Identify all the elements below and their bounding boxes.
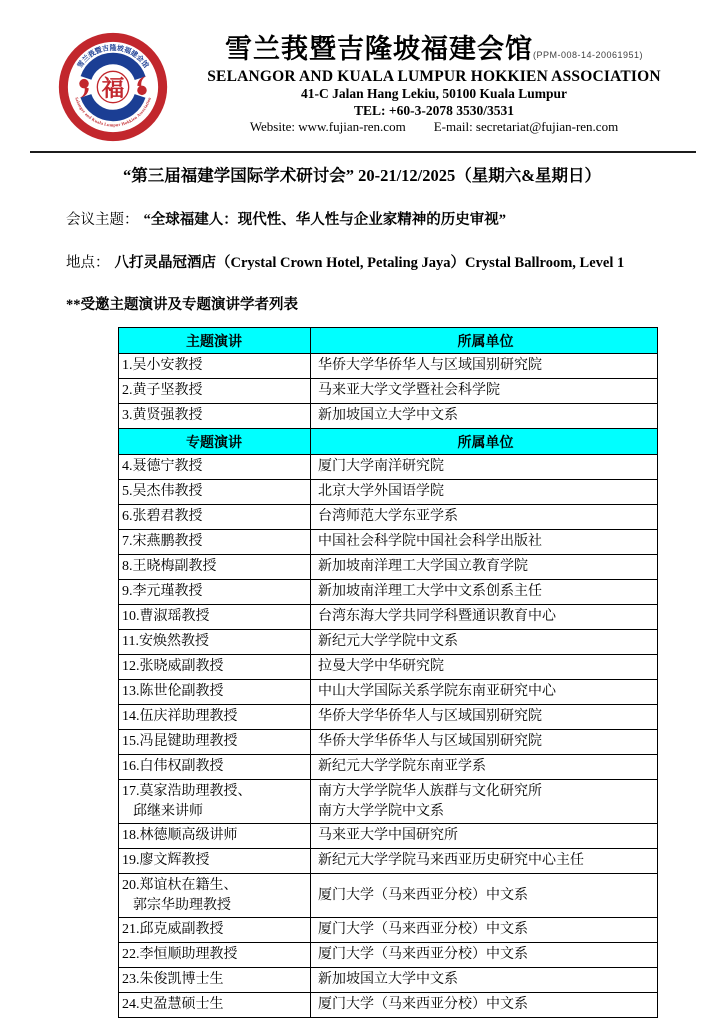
speaker-name-cell: [119, 404, 310, 428]
affiliation-cell-line: 新纪元大学学院中文系: [318, 634, 458, 650]
table-row: [119, 754, 657, 779]
affiliation-cell: [310, 379, 657, 403]
affiliation-column-header: 所属单位: [310, 429, 657, 454]
affiliation-cell-line: 台湾东海大学共同学科暨通识教育中心: [318, 609, 556, 625]
speaker-name-cell-line: 9.李元瑾教授: [122, 584, 203, 600]
table-row: [119, 479, 657, 504]
speaker-list-caption: **受邀主题演讲及专题演讲学者列表: [66, 297, 298, 313]
table-row: [119, 992, 657, 1017]
table-row: [119, 579, 657, 604]
affiliation-cell: [310, 874, 657, 917]
speaker-name-cell: [119, 730, 310, 754]
table-row: [119, 454, 657, 479]
speaker-name-cell: [119, 555, 310, 579]
speaker-name-cell-line: 18.林德顺高级讲师: [122, 828, 238, 844]
org-name-zh: 雪兰莪暨吉隆坡福建会馆: [224, 34, 533, 64]
table-row: [119, 554, 657, 579]
affiliation-cell: [310, 605, 657, 629]
speaker-name-cell-line: 10.曹淑瑶教授: [122, 609, 210, 625]
org-header-block: [170, 30, 698, 135]
venue-text: 八打灵晶冠酒店（Crystal Crown Hotel, Petaling Jaya）Crystal Ballroom, Level 1: [114, 255, 625, 271]
speaker-name-cell-line: 20.郑谊杕在籍生、: [122, 878, 238, 893]
org-contact-line: [170, 120, 698, 135]
speaker-name-cell-line: 8.王晓梅副教授: [122, 559, 217, 575]
affiliation-cell-line: 南方大学学院华人族群与文化研究所: [318, 784, 542, 799]
speaker-name-cell-line: 5.吴杰伟教授: [122, 484, 203, 500]
speaker-name-cell-line: 4.聂德宁教授: [122, 459, 203, 475]
affiliation-column-header: 所属单位: [310, 328, 657, 353]
affiliation-cell: [310, 455, 657, 479]
speaker-name-cell: [119, 824, 310, 848]
affiliation-cell-line: 厦门大学（马来西亚分校）中文系: [318, 887, 528, 903]
affiliation-cell-line: 华侨大学华侨华人与区域国别研究院: [318, 709, 542, 725]
affiliation-cell-line: 台湾师范大学东亚学系: [318, 509, 458, 525]
speaker-name-cell-line: 21.邱克威副教授: [122, 922, 224, 938]
affiliation-cell-line: 马来亚大学中国研究所: [318, 828, 458, 844]
table-row: [119, 942, 657, 967]
letterhead: [0, 0, 724, 144]
speaker-name-cell: [119, 354, 310, 378]
affiliation-cell-line: 拉曼大学中华研究院: [318, 659, 444, 675]
affiliation-cell: [310, 580, 657, 604]
table-row: [119, 378, 657, 403]
affiliation-cell-line: 中国社会科学院中国社会科学出版社: [318, 534, 542, 550]
speaker-name-cell: [119, 705, 310, 729]
org-registration-number: (PPM-008-14-20061951): [532, 50, 644, 60]
org-telephone: TEL: +60-3-2078 3530/3531: [354, 102, 514, 118]
speaker-name-cell-line: 邱继来讲师: [133, 803, 203, 819]
table-section-header-row: [119, 428, 657, 454]
speaker-name-cell: [119, 480, 310, 504]
speaker-name-cell-line: 6.张碧君教授: [122, 509, 203, 525]
affiliation-cell-line: 南方大学学院中文系: [318, 803, 444, 819]
speaker-name-cell: [119, 655, 310, 679]
affiliation-cell-line: 新纪元大学学院东南亚学系: [318, 759, 486, 775]
conference-theme-line: [66, 208, 704, 229]
affiliation-cell: [310, 530, 657, 554]
theme-text: “全球福建人：现代性、华人性与企业家精神的历史审视”: [143, 212, 506, 228]
affiliation-cell-line: 北京大学外国语学院: [318, 484, 444, 500]
speaker-name-cell-line: 12.张晓威副教授: [122, 659, 224, 675]
speaker-table: [118, 327, 658, 1018]
affiliation-cell-line: 厦门大学（马来西亚分校）中文系: [318, 947, 528, 963]
speaker-name-cell-line: 3.黄贤强教授: [122, 408, 203, 424]
affiliation-cell-line: 新纪元大学学院马来西亚历史研究中心主任: [318, 853, 584, 869]
speaker-name-cell: [119, 943, 310, 967]
logo-center-char: 福: [101, 75, 125, 101]
logo-ring-text-en: Selangor and Kuala Lumpur Hokkien Association: [74, 96, 152, 128]
affiliation-cell: [310, 824, 657, 848]
affiliation-cell-line: 厦门大学（马来西亚分校）中文系: [318, 922, 528, 938]
table-row: [119, 353, 657, 378]
speaker-name-cell-line: 郭宗华助理教授: [133, 897, 231, 913]
speaker-name-cell-line: 13.陈世伦副教授: [122, 684, 224, 700]
speaker-name-cell: [119, 505, 310, 529]
speaker-name-cell: [119, 605, 310, 629]
affiliation-cell-line: 新加坡国立大学中文系: [318, 408, 458, 424]
table-row: [119, 779, 657, 823]
speaker-name-cell-line: 15.冯昆键助理教授: [122, 734, 238, 750]
affiliation-cell: [310, 705, 657, 729]
affiliation-cell-line: 马来亚大学文学暨社会科学院: [318, 383, 500, 399]
speaker-name-cell-line: 22.李恒顺助理教授: [122, 947, 238, 963]
logo-ring-text-zh: 雪兰莪暨吉隆坡福建会馆: [75, 43, 151, 70]
speaker-name-cell-line: 16.白伟权副教授: [122, 759, 224, 775]
affiliation-cell: [310, 943, 657, 967]
speaker-name-cell-line: 1.吴小安教授: [122, 358, 203, 374]
speaker-column-header: 主题演讲: [119, 328, 310, 353]
speaker-name-cell: [119, 680, 310, 704]
letterhead-divider: [30, 151, 696, 153]
affiliation-cell-line: 厦门大学南洋研究院: [318, 459, 444, 475]
table-row: [119, 729, 657, 754]
table-row: [119, 504, 657, 529]
speaker-name-cell-line: 23.朱俊凯博士生: [122, 972, 224, 988]
table-section-header-row: [119, 328, 657, 353]
speaker-column-header: 专题演讲: [119, 429, 310, 454]
speaker-name-cell: [119, 530, 310, 554]
affiliation-cell-line: 厦门大学（马来西亚分校）中文系: [318, 997, 528, 1013]
speaker-name-cell: [119, 968, 310, 992]
affiliation-cell: [310, 730, 657, 754]
affiliation-cell: [310, 968, 657, 992]
speaker-name-cell: [119, 849, 310, 873]
speaker-name-cell: [119, 993, 310, 1017]
affiliation-cell: [310, 505, 657, 529]
table-row: [119, 679, 657, 704]
speaker-name-cell: [119, 874, 310, 917]
conference-title: “第三届福建学国际学术研讨会” 20-21/12/2025（星期六&星期日）: [122, 166, 602, 185]
affiliation-cell: [310, 480, 657, 504]
affiliation-cell-line: 华侨大学华侨华人与区域国别研究院: [318, 358, 542, 374]
affiliation-cell: [310, 849, 657, 873]
speaker-name-cell: [119, 630, 310, 654]
speaker-name-cell-line: 11.安焕然教授: [122, 634, 209, 650]
affiliation-cell-line: 新加坡南洋理工大学国立教育学院: [318, 559, 528, 575]
speaker-name-cell-line: 7.宋燕鹏教授: [122, 534, 203, 550]
speaker-name-cell-line: 14.伍庆祥助理教授: [122, 709, 238, 725]
affiliation-cell: [310, 755, 657, 779]
table-row: [119, 704, 657, 729]
affiliation-cell-line: 新加坡国立大学中文系: [318, 972, 458, 988]
org-email: E-mail: secretariat@fujian-ren.com: [433, 119, 619, 135]
table-row: [119, 654, 657, 679]
affiliation-cell-line: 华侨大学华侨华人与区域国别研究院: [318, 734, 542, 750]
affiliation-cell: [310, 630, 657, 654]
speaker-name-cell-line: 2.黄子坚教授: [122, 383, 203, 399]
affiliation-cell: [310, 993, 657, 1017]
affiliation-cell-line: 中山大学国际关系学院东南亚研究中心: [318, 684, 556, 700]
speaker-name-cell: [119, 379, 310, 403]
venue-label: 地点：: [66, 255, 110, 271]
table-row: [119, 917, 657, 942]
table-row: [119, 823, 657, 848]
conference-venue-line: [66, 251, 704, 272]
table-row: [119, 873, 657, 917]
speaker-name-cell: [119, 580, 310, 604]
affiliation-cell: [310, 780, 657, 823]
association-logo: [56, 30, 170, 144]
org-website: Website: www.fujian-ren.com: [249, 119, 406, 135]
affiliation-cell: [310, 655, 657, 679]
affiliation-cell: [310, 918, 657, 942]
affiliation-cell-line: 新加坡南洋理工大学中文系创系主任: [318, 584, 542, 600]
affiliation-cell: [310, 680, 657, 704]
table-row: [119, 848, 657, 873]
affiliation-cell: [310, 354, 657, 378]
speaker-name-cell-line: 24.史盈慧硕士生: [122, 997, 224, 1013]
affiliation-cell: [310, 404, 657, 428]
table-row: [119, 529, 657, 554]
speaker-name-cell: [119, 918, 310, 942]
table-row: [119, 403, 657, 428]
org-name-en: SELANGOR AND KUALA LUMPUR HOKKIEN ASSOCIATION: [207, 67, 661, 85]
org-address: 41-C Jalan Hang Lekiu, 50100 Kuala Lumpur: [301, 86, 567, 102]
table-row: [119, 967, 657, 992]
theme-label: 会议主题：: [66, 212, 139, 228]
table-row: [119, 629, 657, 654]
table-row: [119, 604, 657, 629]
speaker-name-cell: [119, 755, 310, 779]
org-name-line: [170, 34, 698, 65]
speaker-name-cell-line: 19.廖文辉教授: [122, 853, 210, 869]
speaker-name-cell: [119, 455, 310, 479]
affiliation-cell: [310, 555, 657, 579]
speaker-name-cell-line: 17.莫家浩助理教授、: [122, 784, 252, 799]
speaker-name-cell: [119, 780, 310, 823]
